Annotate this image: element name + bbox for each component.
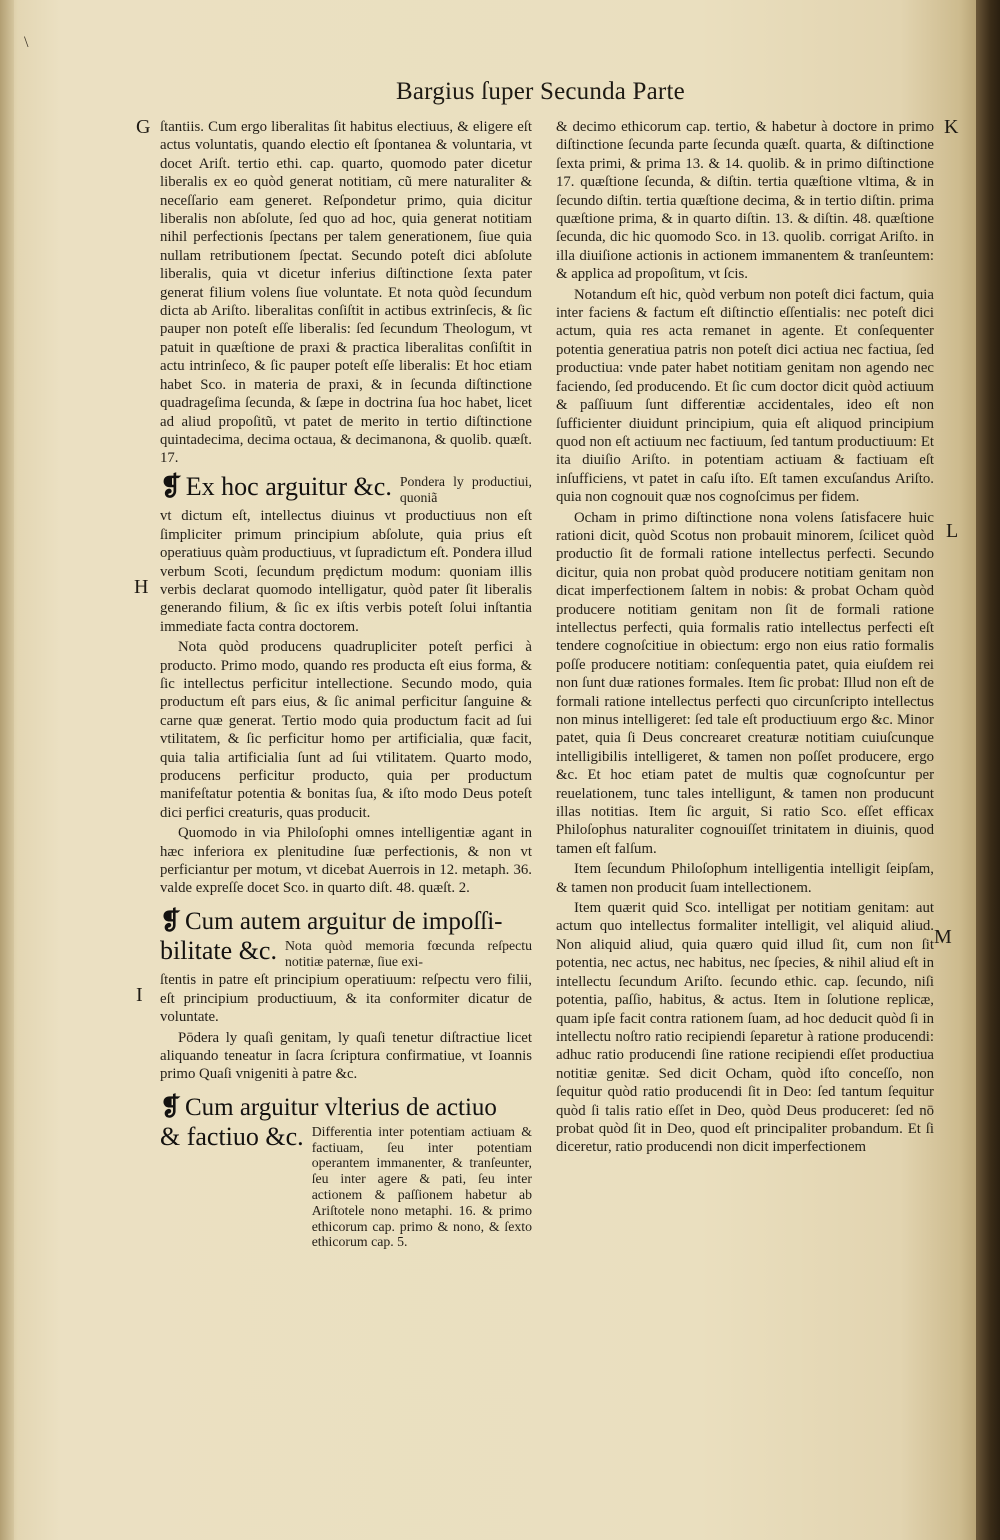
adjacent-page-edge — [976, 0, 1000, 1540]
lemma-heading-text: & factiuo &c. — [160, 1121, 304, 1151]
lemma-heading-text: Cum autem arguitur de impoſſi- — [184, 907, 503, 935]
right-paragraph: Ocham in primo diſtinctione nona volens ſatisfacere huic rationi dicit, quòd Scotus non probauit minorem, ſcilicet quòd productio ſit de formali ratione intellectus perfecti. Secundo dicitur, quia non probat quòd producere notitiam genitam non dicat imperfectionem ſaltem in nobis: & probat Ocham quòd producere notitiam genitam non ſit de formali ratione intellectus perfecti, quia formalis ratio intellectus perfecti eſt tendere cognoſcitiue in obiectum: ergo non eius ratio formalis poſſe producere notitiam: conſequentia patet, quia eiuſdem rei non ſunt duæ rationes formales. Item ſic probat: Illud non eſt de formali ratione intellectus perfecti quo circunſcripto intellectus non minus intelligeret: ſed tale eſt productiuum ergo &c. Minor patet, quia ſi Deus concrearet creaturæ notitiam cuiuſcunque intelligibilis intelligeret, & tamen non poſſet producere, ergo &c. Et hoc etiam patet de multis quæ cognoſcuntur per reuelationem, tunc tales intelligunt, & tamen non producunt illas notitias. Item ſic arguit, Si ratio Sco. eſſet efficax Philoſophus naturaliter cognouiſſet trinitatem in diuinis, quod tamen eſt falſum. — [556, 509, 934, 857]
margin-letter-h: H — [134, 576, 149, 598]
pilcrow-icon: ❡ — [160, 471, 182, 501]
left-paragraph: Pōdera ly quaſi genitam, ly quaſi tenetur diſtractiue licet aliquando teneatur in ſacra ſcriptura confirmatiue, vt Ioannis primo Quaſi vnigeniti à patre &c. — [160, 1029, 532, 1083]
right-column — [556, 118, 934, 1159]
page-gutter — [0, 0, 14, 1540]
pilcrow-icon: ❡ — [160, 907, 181, 935]
right-paragraph: Item ſecundum Philoſophum intelligentia intelligit ſeipſam, & tamen non producit ſuam intellectionem. — [556, 861, 934, 896]
left-paragraph: ſtantiis. Cum ergo liberalitas ſit habitus electiuus, & eligere eſt actus voluntatis, quando electio eſt ſpontanea & voluntaria, vt docet Ariſt. tertio ethi. cap. quarto, quomodo pater dicetur liberalis ex eo quòd generat notitiam, cũ mere naturaliter & neceſſario eam generet. Reſpondetur primo, quia dicitur liberalis non abſolute, ſed quo ad hoc, quia generat notitiam nihil perfectionis ſpectans per talem generationem, ſiue quia nullam retributionem ſpectat. Secundo poteſt dici abſolute liberalis, quia vt dicetur inferius diſtinctione ſexta pater generat filium volens ſiue voluntate. Et nota quòd ſecundum dicta ab Ariſto. liberalitas conſiſtit in actibus extrinſecis, & ſic pauper non poteſt eſſe liberalis: ſed ſecundum Theologum, vt patuit in quæſtione de praxi & practica liberalitas conſiſtit in actu intrinſeco, & ſic pauper poteſt eſſe liberalis: Et hoc etiam habet Sco. in materia de praxi, & in ſecunda diſtinctione quadrageſima ſecunda, & ſæpe in doctrina ſua hoc habet, licet ad aliud propoſitũ, vt patet de merito in tertio diſtinctione quintadecima, decima octaua, & decimanona, & quolib. quæſt. 17. — [160, 119, 532, 467]
lemma-heading — [160, 472, 392, 502]
lemma-heading-text: Cum arguitur vlterius de actiuo — [184, 1093, 497, 1121]
lemma-cum-autem-cont — [160, 936, 532, 970]
margin-letter-k: K — [944, 116, 959, 138]
running-head: Bargius ſuper Secunda Parte — [396, 78, 685, 105]
right-paragraph: Item quærit quid Sco. intelligat per notitiam genitam: aut actum quo intellectus formaliter intelligit, vel aliquid aliud. Non aliquid aliud, quia quæro quid illud ſit, cum non ſit potentia, nec actus, nec habitus, nec ſpecies, & nihil aliud eſt in intellectu ſecundum Ariſto. ſecundo ethic. cap. ſecundo, niſi potentia, paſſio, habitus, & actus. Item in ſolutione replicæ, quam ipſe facit contra rationem ſuam, ad hoc deducit quòd ſi in intellectu noſtro ratio recipiendi ſeparetur à ratione producendi: adhuc ratio producendi ſine ratione recipiendi eſſet productiua notitiæ genitæ. Sed dicit Ocham, quòd iſto conceſſo, non ſequitur quòd ratio producendi ſit in Deo: ſed tantum ſequitur quòd ſi talis ratio eſſet in Deo, quòd Deus produceret: ſed nō probat quòd ſit in Deo, quod eſt principaliter probandum. Et ſi diceretur, ratio producendi non dicit imperfectionem — [556, 900, 934, 1156]
margin-letter-l: L — [946, 520, 959, 542]
lemma-ex-hoc — [160, 472, 532, 506]
lemma-heading-text: bilitate &c. — [160, 935, 277, 965]
lemma-note: Nota quòd memoria fœcunda reſpectu notitiæ paternæ, ſiue exi- — [284, 937, 532, 969]
left-paragraph: vt dictum eſt, intellectus diuinus vt productiuus non eſt ſimpliciter primum principium abſolute, quia prius eſt operatiuus quàm productiuus, vt ſupradictum eſt. Pondera illud verbum Scoti, ſecundum prędictum modum: quoniam illis verbis declarat quomodo intelligatur, quòd pater ſit liberalis generando filium, & ſic ex iſtis verbis poteſt ſolui inſtantia immediate facta contra doctorem. — [160, 508, 532, 635]
left-column — [160, 118, 532, 1252]
lemma-heading-text: Ex hoc arguitur &c. — [185, 471, 392, 501]
margin-letter-g: G — [136, 116, 151, 138]
corner-mark: \ — [24, 34, 29, 51]
left-paragraph: Nota quòd producens quadrupliciter poteſt perfici à producto. Primo modo, quando res producta eſt eius forma, & ſic intellectus perficitur intellectione. Secundo modo, quia productum eſt pars eius, & ſic animal perficitur ſanguine & carne quæ generat. Tertio modo quia productum facit ad ſui vtilitatem, & ſic perficitur homo per artificialia, quæ facit, quia talia artificialia ſunt ad ſui vtilitatem. Quarto modo, producens perficitur producto, quia per productum manifeſtatur potentia & bonitas ſua, & iſto modo Deus poteſt dici perfici creaturis, quas producit. — [160, 639, 532, 821]
right-paragraph: & decimo ethicorum cap. tertio, & habetur à doctore in primo diſtinctione ſecunda parte ſecunda quæſt. quarta, & diſtinctione ſexta primi, & prima 13. & 14. quolib. & in primo diſtinctione 17. quæſtione ſecunda, & diſtin. tertia quæſtione vltima, & in ſecundo diſtin. tertia quæſtione decima, & in tertio diſtin. prima quæſtione prima, & in quarto diſtin. 13. & diſtin. 48. quæſtione ſecunda, dic hic quomodo Sco. in 13. quolib. corrigat Ariſto. in illa diuiſione actionis in actionem immanentem & tranſeuntem: & applica ad propoſitum, vt ſcis. — [556, 119, 934, 283]
lemma-cum-arguitur — [160, 1094, 532, 1122]
left-paragraph: Quomodo in via Philoſophi omnes intelligentiæ agant in hæc inferiora ex plenitudine ſuæ perfectionis, & non vt perficiantur per motum, vt dicebat Auerrois in 12. metaph. 36. valde expreſſe docet Sco. in quarto diſt. 48. quæſt. 2. — [160, 825, 532, 897]
lemma-cum-autem — [160, 908, 532, 936]
right-paragraph: Notandum eſt hic, quòd verbum non poteſt dici factum, quia inter faciens & factum eſt diſtinctio eſſentialis: nec poteſt dici actum, quia res acta remanet in agente. Et conſequenter potentia generatiua patris non poteſt dici actiua nec factiua, ſed productiua: vnde pater habet notitiam genitam non agendo nec faciendo, ſed producendo. Et ſic cum doctor dicit quòd actiuum & paſſiuum ſunt differentiæ accidentales, ideo eſt non ſufficienter diuidunt principium, quia eſt aliquod principium quod non eſt actiuum nec factiuum, ſed tantum productiuum: Et ita diuiſio Ariſto. in potentiam actiuam & factiuam eſt inſufficiens, vt patet in caſu iſto. Eſt tamen excuſandus Ariſto. quia non cognouit quæ nos cognoſcimus per fidem. — [556, 286, 934, 506]
lemma-cum-arguitur-cont — [160, 1122, 532, 1250]
lemma-note: Differentia inter potentiam actiuam & factiuam, ſeu inter potentiam operantem immanenter, & tranſeunter, ſeu inter agere & pati, ſeu inter actionem & paſſionem habetur ab Ariſtotele nono metaphi. 16. & primo ethicorum cap. primo & nono, & ſexto ethicorum cap. 5. — [311, 1123, 532, 1250]
margin-letter-m: M — [934, 926, 952, 948]
left-paragraph: ſtentis in patre eſt principium operatiuum: reſpectu vero filii, eſt principium productiuum, & ita conformiter dicatur de voluntate. — [160, 972, 532, 1026]
margin-letter-i: I — [136, 984, 143, 1006]
lemma-note: Pondera ly productiui, quoniã — [399, 473, 532, 505]
pilcrow-icon: ❡ — [160, 1093, 181, 1121]
